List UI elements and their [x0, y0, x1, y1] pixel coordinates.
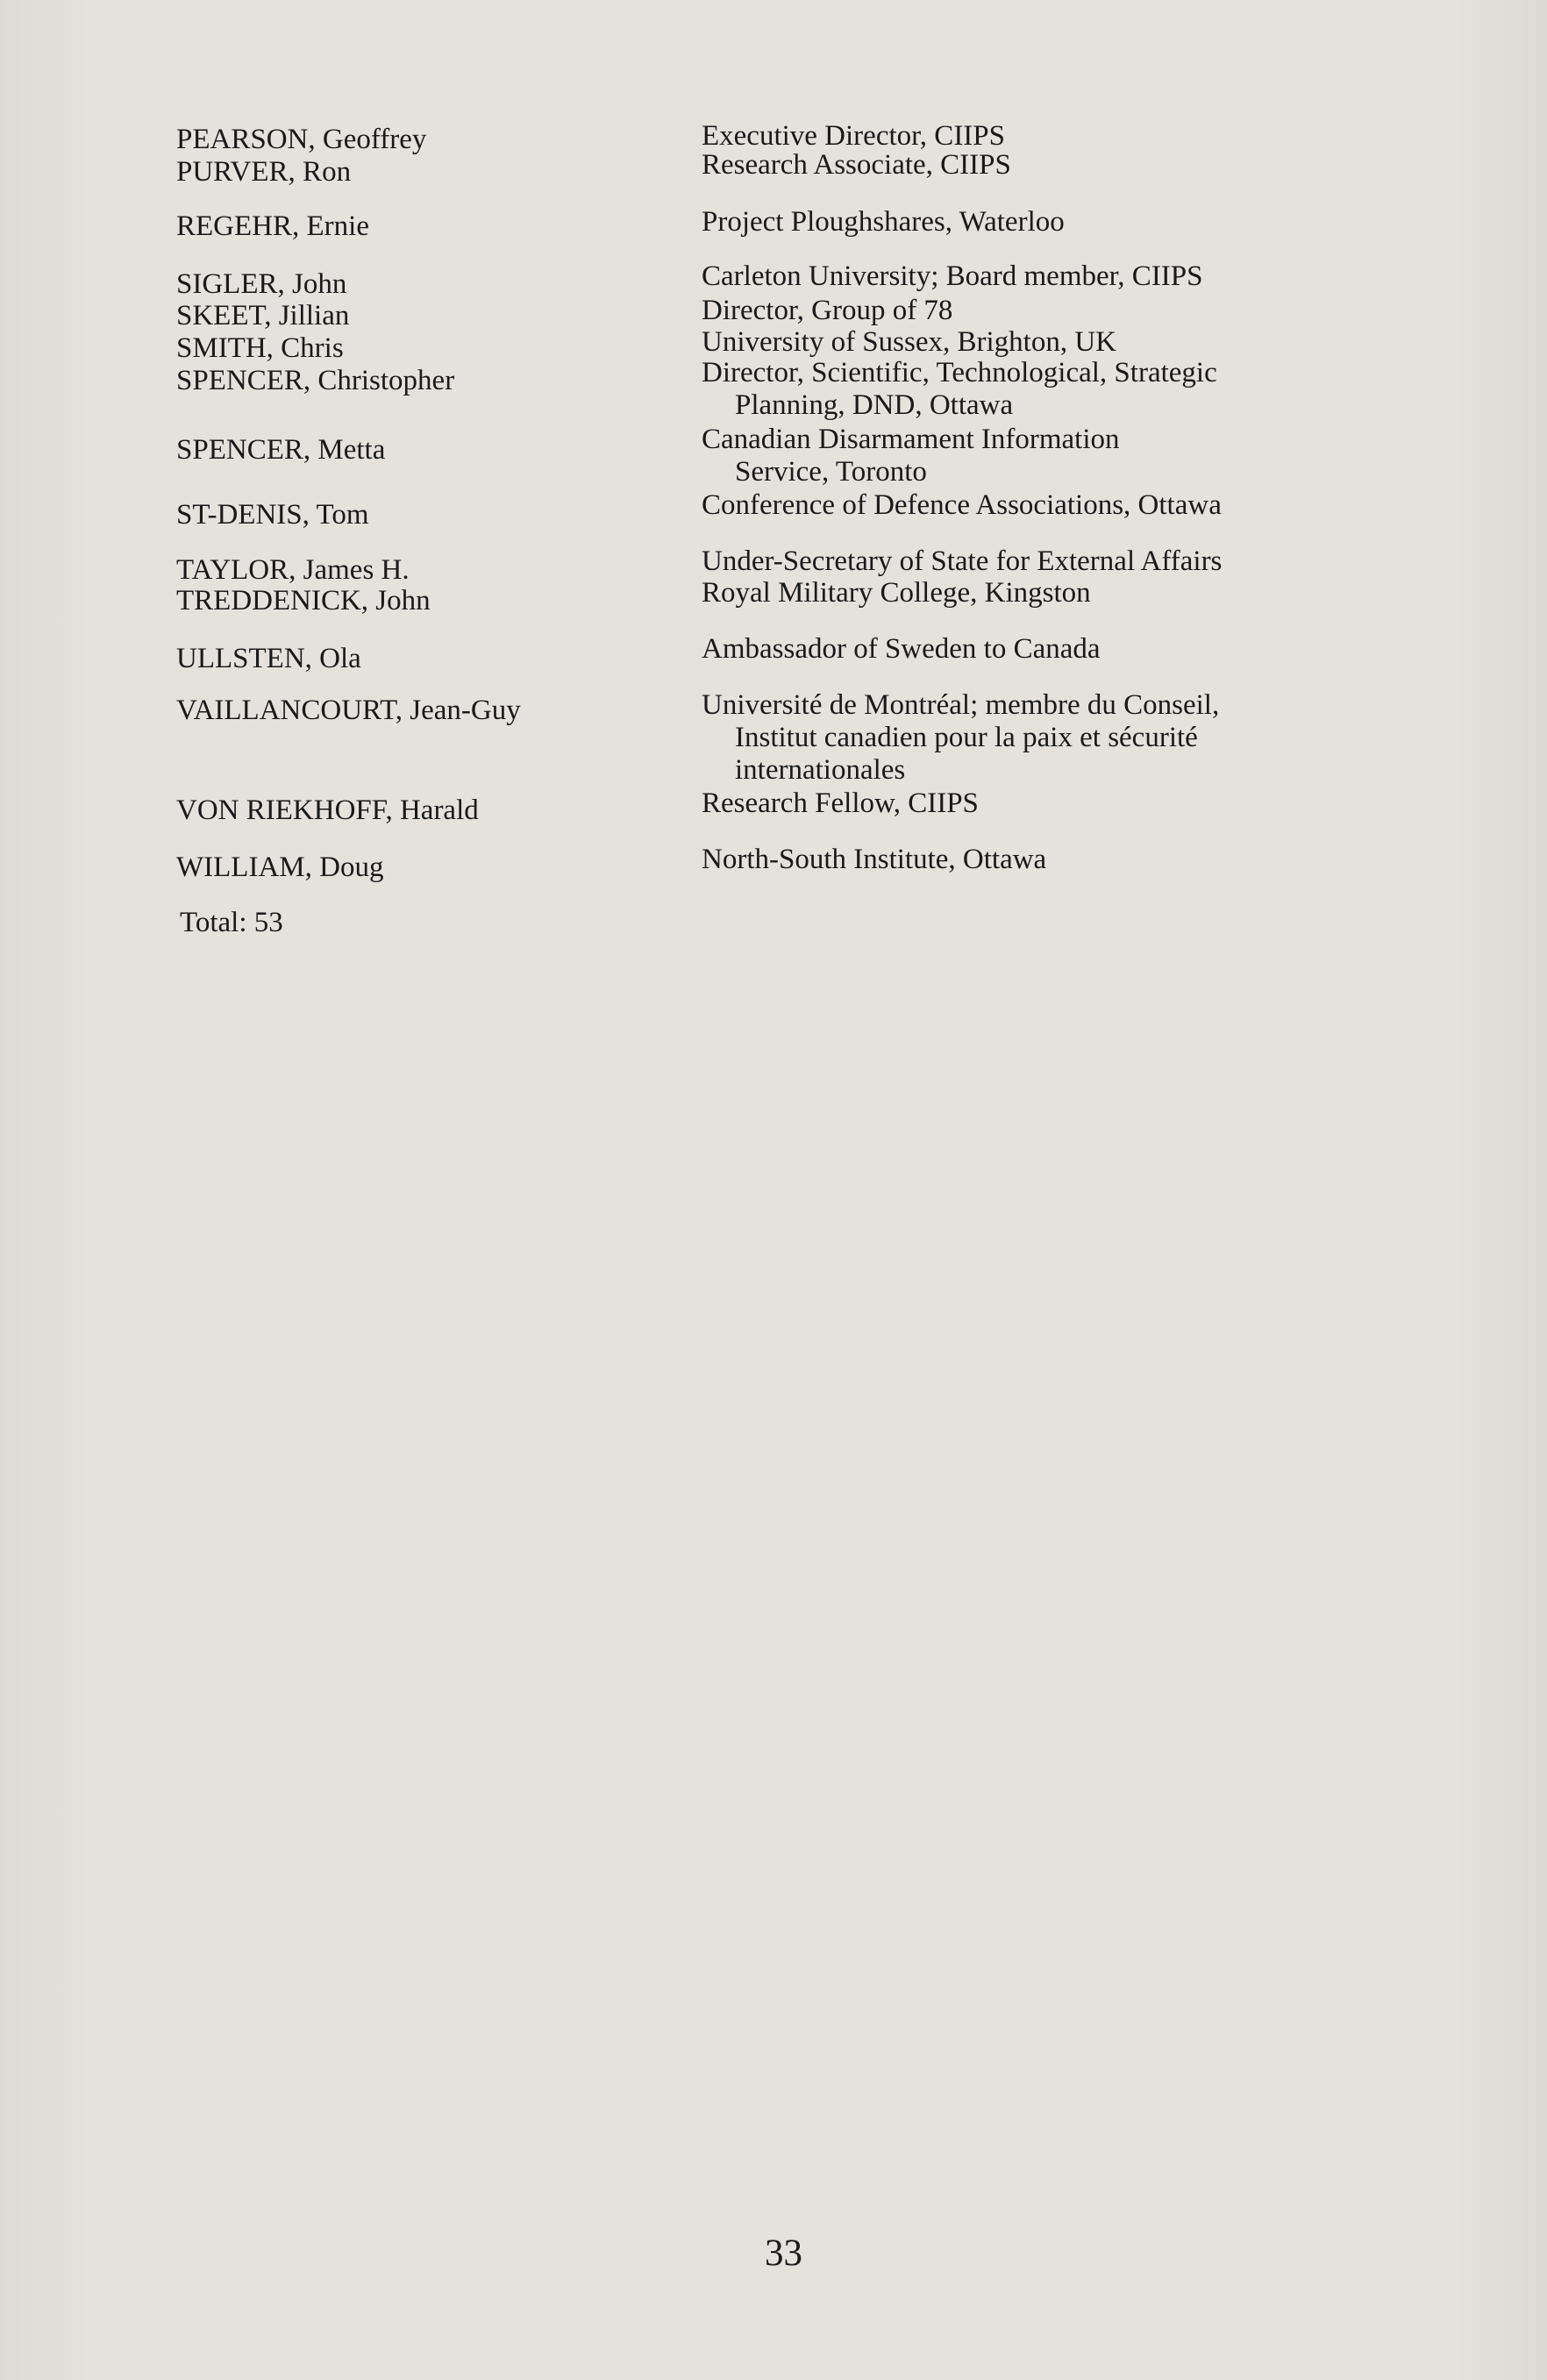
roster-affiliation: Project Ploughshares, Waterloo	[702, 206, 1065, 238]
roster-name: VON RIEKHOFF, Harald	[176, 795, 479, 826]
roster-name: PURVER, Ron	[176, 156, 352, 188]
roster-name: PEARSON, Geoffrey	[176, 124, 427, 155]
roster-affiliation: Director, Group of 78	[702, 295, 953, 326]
roster-name: SPENCER, Metta	[176, 434, 386, 466]
roster-affiliation: Ambassador of Sweden to Canada	[702, 633, 1101, 665]
roster-name: REGEHR, Ernie	[176, 210, 369, 242]
roster-affiliation: North-South Institute, Ottawa	[702, 844, 1047, 875]
roster-affiliation: Under-Secretary of State for External Affairs	[702, 545, 1223, 577]
total-count: Total: 53	[180, 907, 283, 938]
roster-affiliation: Director, Scientific, Technological, Strategic Planning, DND, Ottawa	[702, 357, 1217, 421]
roster-name: SIGLER, John	[176, 268, 347, 300]
roster-name: ST-DENIS, Tom	[176, 499, 369, 531]
roster-affiliation: Canadian Disarmament Information Service, Toronto	[702, 424, 1120, 488]
roster-affiliation: Executive Director, CIIPS	[702, 120, 1006, 152]
roster-name: SMITH, Chris	[176, 332, 344, 364]
roster-affiliation: Research Fellow, CIIPS	[702, 787, 979, 819]
roster-affiliation: Research Associate, CIIPS	[702, 149, 1011, 181]
roster-name: ULLSTEN, Ola	[176, 643, 361, 674]
roster-name: SKEET, Jillian	[176, 300, 350, 331]
roster-name: TREDDENICK, John	[176, 585, 431, 616]
roster-name: SPENCER, Christopher	[176, 365, 455, 396]
page-number: 33	[765, 2233, 802, 2274]
roster-name: VAILLANCOURT, Jean-Guy	[176, 695, 521, 726]
show-through-text	[180, 1017, 1372, 1982]
roster-affiliation: Université de Montréal; membre du Conseil, Institut canadien pour la paix et sécurité internationales	[702, 689, 1220, 786]
roster-affiliation: Royal Military College, Kingston	[702, 577, 1091, 609]
roster-affiliation: University of Sussex, Brighton, UK	[702, 326, 1116, 358]
roster-name: TAYLOR, James H.	[176, 554, 410, 586]
roster-affiliation: Carleton University; Board member, CIIPS	[702, 260, 1203, 292]
roster-affiliation: Conference of Defence Associations, Ottawa	[702, 489, 1222, 521]
roster-name: WILLIAM, Doug	[176, 852, 384, 883]
